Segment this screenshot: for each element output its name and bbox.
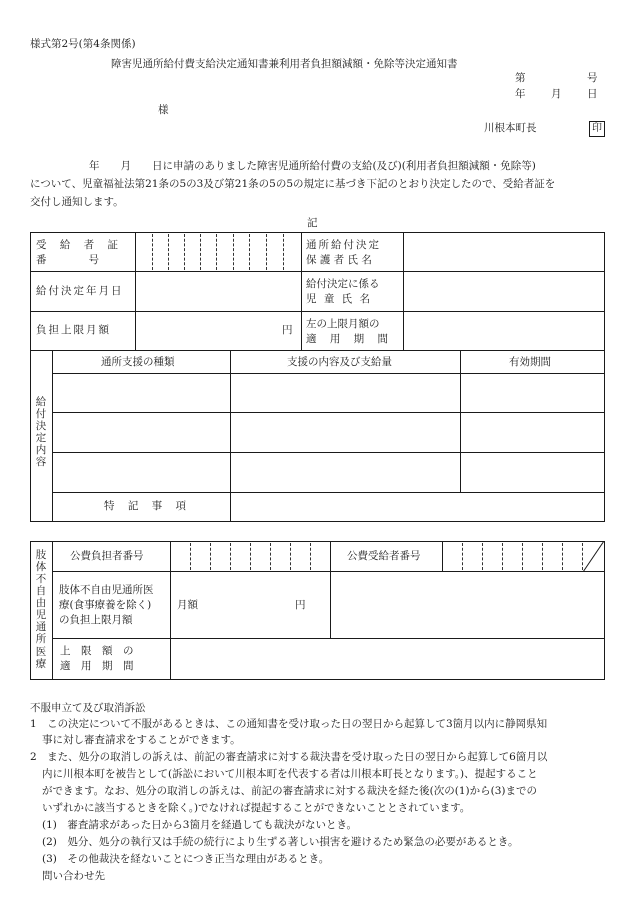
decision-date-label: 給付決定年月日 [36,285,124,297]
number-prefix: 第 [515,72,526,84]
appeal-item-1b: 事に対し審査請求をすることができます。 [42,734,241,746]
appeal-item-2c: ができます。なお、処分の取消しの訴えは、前記の審査請求に対する裁決を経た後(次の(1)から(3)までの [42,785,538,797]
period-label-1: 左の上限月額の [306,318,380,330]
diagonal-slash [583,541,605,572]
guardian-label-2: 保 護 者 氏 名 [306,254,372,266]
body-line-3: 交付し通知します。 [30,196,124,208]
column-valid-period: 有効期間 [509,356,551,368]
seal-mark: 印 [589,121,605,137]
appeal-heading: 不服申立て及び取消訴訟 [30,702,146,714]
appeal-sub-3: (3) その他裁決を経ないことにつき正当な理由があるとき。 [42,853,330,865]
date-day: 日 [587,88,598,100]
date-year: 年 [515,88,526,100]
medical-limit-label-3: の負担上限月額 [59,614,133,626]
body-line-2: について、児童福祉法第21条の5の3及び第21条の5の5の規定に基づき下記のとおり決定したので、受給者証を [30,178,556,190]
decision-content-label: 給付決定内容 [35,396,47,469]
medical-section-label: 肢体不自由児通所医療 [35,549,47,670]
contact-label: 問い合わせ先 [42,870,105,882]
appeal-item-2d: いずれかに該当するときを除く。)でなければ提起することができないこととされています。 [42,802,471,814]
number-suffix: 号 [587,72,598,84]
recipient-suffix: 様 [158,104,169,116]
issuer-name: 川根本町長 [484,122,537,134]
recipient-number-label-1: 受 給 者 証 [36,239,124,251]
recipient-number-label-2: 番 号 [36,254,99,266]
column-support-content: 支援の内容及び支給量 [287,356,392,368]
appeal-sub-2: (2) 処分、処分の執行又は手続の続行により生ずる著しい損害を避けるため緊急の必要があるとき。 [42,836,519,848]
appeal-item-2a: 2 また、処分の取消しの訴えは、前記の審査請求に対する裁決書を受け取った日の翌日から起算して6箇月以 [30,751,548,763]
column-support-type: 通所支援の種類 [101,356,175,368]
form-number: 様式第2号(第4条関係) [30,38,136,50]
payer-number-label: 公費負担者番号 [70,550,144,562]
recipient-number-label: 公費受給者番号 [347,550,421,562]
medical-period-label-2: 適 用 期 間 [60,660,134,672]
ki-label: 記 [307,217,318,229]
monthly-amount-label: 月額 [177,599,198,611]
child-label-1: 給付決定に係る [306,278,380,290]
limit-yen-label: 円 [282,324,293,336]
appeal-sub-1: (1) 審査請求があった日から3箇月を経過しても裁決がないとき。 [42,819,358,831]
appeal-item-2b: 内に川根本町を被告として(訴訟において川根本町を代表する者は川根本町長となります。)、提起すること [42,768,538,780]
special-notes-label: 特 記 事 項 [104,500,192,512]
period-label-2: 適 用 期 間 [306,333,394,345]
date-month: 月 [551,88,562,100]
guardian-label-1: 通所給付決定 [306,239,381,251]
medical-limit-label-1: 肢体不自由児通所医 [59,584,154,596]
medical-limit-label-2: 療(食事療養を除く) [59,599,152,611]
body-line-1: 年 月 日に申請のありました障害児通所給付費の支給(及び)(利用者負担額減額・免除等) [89,160,536,172]
limit-amount-label: 負担上限月額 [36,324,111,336]
document-title: 障害児通所給付費支給決定通知書兼利用者負担額減額・免除等決定通知書 [111,58,458,70]
child-label-2: 児 童 氏 名 [306,293,373,305]
medical-period-label-1: 上 限 額 の [60,645,134,657]
monthly-yen-label: 円 [295,599,306,611]
appeal-item-1a: 1 この決定について不服があるときは、この通知書を受け取った日の翌日から起算して3箇月以内に静岡県知 [30,718,548,730]
